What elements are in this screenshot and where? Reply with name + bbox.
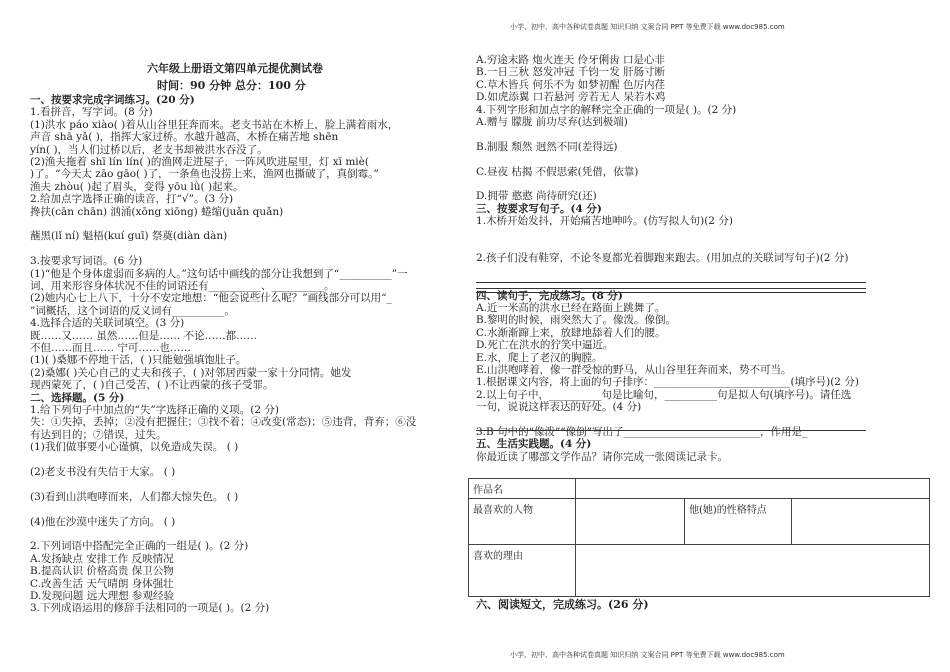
left-line: 二、选择题。(5 分) [30, 391, 125, 404]
right-line: D.拥带 憨憨 尚待研究(还) [476, 190, 597, 203]
left-line: 既……又…… 虽然……但是…… 不论……都…… [30, 329, 258, 342]
left-line: )了。“今天太 zāo gāo( )了，一条鱼也没捞上来，渔网也撕破了，真倒霉。” [30, 168, 379, 181]
right-line: A.穷途末路 炮火连天 伶牙俐齿 口是心非 [476, 54, 665, 66]
right-line: 4.下列字形和加点字的解释完全正确的一项是( )。(2 分) [476, 103, 737, 116]
section-six-heading: 六、阅读短文，完成练习。(26 分) [476, 598, 649, 611]
right-line: 2.以上句子中，__________句是比喻句，__________句是拟人句(填序号)。请任选 [476, 388, 852, 401]
left-line: (3)看到山洪咆哮而来，人们都大惊失色。 ( ) [30, 490, 239, 503]
left-line: 4.选择合适的关联词填空。(3 分) [30, 317, 185, 330]
left-line: 3.下列成语运用的修辞手法相同的一项是( )。(2 分) [30, 602, 270, 615]
right-line: C.草木皆兵 何乐不为 如梦初醒 色厉内荏 [476, 78, 666, 91]
left-line: (2)桑娜( )关心自己的丈夫和孩子，( )对邻居西蒙一家十分同情。她发 [30, 366, 352, 379]
right-line: A.近一米高的洪水已经在路面上跳舞了。 [476, 302, 666, 314]
left-line: 词，用来形容身体状况不佳的词语还有__________、__________。 [30, 280, 335, 292]
card-title-cell[interactable] [576, 479, 930, 499]
right-line: B.制服 颓然 迥然不同(差得远) [476, 140, 618, 153]
right-line: B.一日三秋 怒发冲冠 千钧一发 肝肠寸断 [476, 66, 666, 79]
answer-line[interactable] [476, 288, 866, 289]
left-line: 1.给下列句子中加点的“失”字选择正确的义项。(2 分) [30, 404, 279, 416]
right-line: B.黎明的时候，雨突然大了。像泼。像倒。 [476, 314, 677, 327]
right-line: D.如虎添翼 口若悬河 旁若无人 呆若木鸡 [476, 91, 666, 104]
right-line: A.赠与 朦胧 前功尽弃(达到极端) [476, 116, 628, 128]
left-line: (1)洪水 páo xiào( )着从山谷里狂奔而来。老支书站在木桥上，脸上满着雨水， [30, 118, 399, 131]
exam-title: 六年级上册语文第四单元提优测试卷 [147, 62, 323, 75]
right-line: 1.木桥开始发抖，开始痛苦地呻吟。(仿写拟人句)(2 分) [476, 215, 733, 228]
left-line: ”词概括，这个词语的反义词有__________。 [30, 304, 235, 317]
right-line: 1.根据课文内容，将上面的句子排序：__________________________(填序号)(2 分) [476, 376, 859, 389]
left-line: D.发现问题 远大理想 参观经验 [30, 590, 175, 602]
right-line: 一句，说说这样表达的好处。(4 分) [476, 401, 642, 414]
right-line: 五、生活实践题。(4 分) [476, 438, 592, 451]
left-line: 搀扶(cān chān) 汹涌(xōng xiōng) 蜷缩(juǎn quǎn) [30, 205, 284, 218]
left-line: 有达到目的；⑦错误，过失。 [30, 428, 167, 441]
right-line: E.水，爬上了老汉的胸膛。 [476, 351, 603, 364]
left-line: (2)渔夫拖着 shī lín lín( )的渔网走进屋子，一阵风吹进屋里，灯 xī miè( [30, 156, 369, 168]
reading-record-card [468, 478, 930, 597]
right-line: 三、按要求写句子。(4 分) [476, 202, 602, 215]
answer-line[interactable] [476, 430, 866, 431]
left-line: 2.给加点字选择正确的读音，打“√”。(3 分) [30, 193, 234, 206]
card-reason-cell[interactable] [576, 545, 930, 597]
card-title-label: 作品名 [469, 479, 576, 499]
page-header: 小学、初中、高中各种试卷真题 知识归纳 文案合同 PPT 等免费下载 www.doc985.com [510, 23, 785, 31]
left-line: 1.看拼音，写字词。(8 分) [30, 106, 153, 119]
left-line: (1)( )桑娜不停地干活，( )只能勉强填饱肚子。 [30, 354, 247, 367]
left-line: 声音 shā yǎ( )，指挥大家过桥。水越升越高，木桥在痛苦地 shēn [30, 131, 339, 144]
right-line: E.山洪咆哮着，像一群受惊的野马，从山谷里狂奔而来，势不可当。 [476, 364, 792, 376]
left-line: 2.下列词语中搭配完全正确的一组是( )。(2 分) [30, 540, 249, 553]
right-line: C.水渐渐蹿上来，放肆地舔着人们的腰。 [476, 326, 666, 339]
left-line: 3.按要求写词语。(6 分) [30, 255, 143, 268]
left-line: C.改善生活 天气晴朗 身体强壮 [30, 577, 174, 590]
left-line: yín( )，当人们过桥以后，老支书却被洪水吞没了。 [30, 143, 268, 156]
left-line: 不但……而且…… 宁可……也…… [30, 342, 191, 354]
answer-line[interactable] [476, 282, 866, 283]
left-line: 蘸黑(lǐ ní) 魁梧(kuí guī) 祭奠(diàn dàn) [30, 230, 228, 243]
left-line: A.发扬缺点 安排工作 反映情况 [30, 552, 174, 565]
left-line: 渔夫 zhòu( )起了眉头，变得 yōu lǜ( )起来。 [30, 180, 244, 193]
answer-line[interactable] [476, 292, 866, 293]
card-character-label: 最喜欢的人物 [469, 499, 576, 545]
left-line: 现西蒙死了，( )自己受苦，( )不让西蒙的孩子受罪。 [30, 379, 274, 392]
card-personality-cell[interactable] [792, 499, 930, 545]
right-line: C.昼夜 枯揭 不假思索(凭借，依靠) [476, 165, 639, 178]
page-footer: 小学、初中、高中各种试卷真题 知识归纳 文案合同 PPT 等免费下载 www.doc985.com [510, 651, 785, 659]
left-line: (1)我们做事要小心谨慎，以免造成失误。 ( ) [30, 441, 239, 454]
card-character-cell[interactable] [576, 499, 685, 545]
left-line: (1)“他是个身体虚弱而多病的人。”这句话中画线的部分让我想到了“__________”一 [30, 267, 408, 280]
left-line: (2)她内心七上八下，十分不安定地想：“他会说些什么呢？”画线部分可以用“_ [30, 292, 392, 305]
right-line: 3.B 句中的“像泼”“像倒”写出了__________________________，作用是_ [476, 426, 808, 438]
exam-subtitle: 时间：90 分钟 总分：100 分 [157, 79, 306, 92]
left-line: (2)老支书没有失信于大家。 ( ) [30, 466, 176, 478]
left-line: B.提高认识 价格高贵 保卫公物 [30, 565, 174, 578]
left-line: (4)他在沙漠中迷失了方向。 ( ) [30, 515, 176, 528]
right-line: 你最近读了哪部文学作品？请你完成一张阅读记录卡。 [476, 450, 728, 463]
left-line: 一、按要求完成字词练习。(20 分) [30, 94, 195, 106]
right-line: D.死亡在洪水的狞笑中逼近。 [476, 339, 614, 352]
card-personality-label: 他(她)的性格特点 [685, 499, 792, 545]
left-line: 失：①失掉，丢掉；②没有把握住；③找不着；④改变(常态)；⑤违背，背弃；⑥没 [30, 416, 417, 429]
card-reason-label: 喜欢的理由 [469, 545, 576, 597]
right-line: 四、读句子，完成练习。(8 分) [476, 289, 623, 302]
right-line: 2.孩子们没有鞋穿，不论冬夏都光着脚跑来跑去。(用加点的关联词写句子)(2 分) [476, 252, 849, 265]
